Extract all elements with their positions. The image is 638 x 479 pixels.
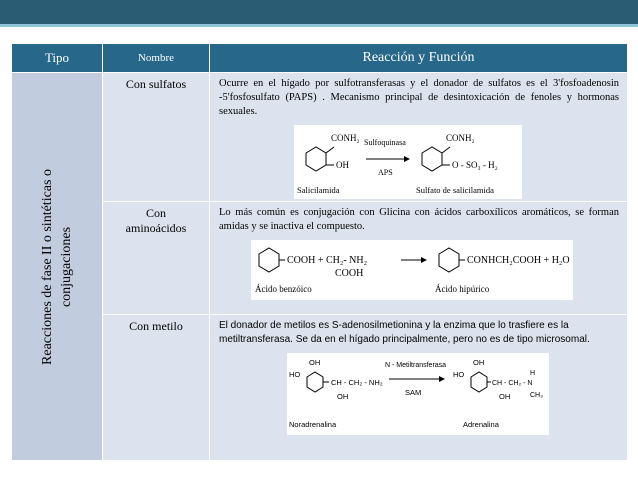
- glycine-conjugation-scheme-image: [251, 240, 573, 300]
- product-text: CONHCH₂COOH + H₂O: [467, 255, 570, 266]
- top-banner-accent: [0, 24, 638, 27]
- reactant-name: Ácido benzóico: [255, 284, 312, 294]
- header-nombre: Nombre: [103, 44, 210, 73]
- reactant-text: COOH + CH₂- NH₂: [287, 255, 368, 266]
- product-name: Sulfato de salicilamida: [416, 185, 494, 195]
- table-row: [12, 202, 628, 315]
- methylation-scheme-image: [287, 353, 549, 435]
- desc-metilo: El donador de metilos es S-adenosilmetionina y la enzima que lo trasfiere es la metiltransferasa. Se da en el hígado principalmente, pero no es de tipo microsomal. OH HO CH - CH₂ - NH₂ OH N - Metiltransferasa SAM OH HO CH - CH₂ - N H CH₃ OH Noradrenalina Adrenalina: [210, 315, 628, 461]
- enzyme-label: N - Metiltransferasa: [385, 362, 447, 369]
- header-row: [12, 44, 628, 73]
- table-row: [12, 315, 628, 461]
- product-chain-oh: OH: [499, 392, 511, 401]
- reactant-sub2: OH: [336, 160, 349, 170]
- header-tipo: Tipo: [12, 44, 103, 73]
- desc-aminoacidos: Lo más común es conjugación con Glicina con ácidos carboxílicos aromáticos, se forman amidas y se inactiva el compuesto. COOH + CH₂- NH₂ COOH CONHCH₂COOH + H₂O Ácido benzóico Ácido hipúrico: [210, 202, 628, 315]
- product-chain: CH - CH₂ - N: [492, 380, 533, 387]
- reactant-ho: HO: [289, 370, 301, 379]
- tipo-cell: [12, 73, 103, 461]
- product-name: Ácido hipúrico: [435, 284, 490, 294]
- header-reaccion: Reacción y Función: [210, 44, 628, 73]
- product-ho: HO: [453, 370, 465, 379]
- cofactor-label: SAM: [405, 388, 422, 397]
- tipo-vertical-label: Reacciones de fase II o sintéticas o conjugaciones: [40, 168, 74, 365]
- product-sub2: O - SO₃ - H₂: [452, 160, 498, 170]
- reactant-sub: COOH: [335, 268, 364, 279]
- nombre-sulfatos: Con sulfatos: [103, 73, 210, 202]
- product-oh: OH: [473, 358, 485, 367]
- reactant-oh: OH: [309, 358, 321, 367]
- product-ch3: CH₃: [530, 392, 543, 399]
- product-h: H: [530, 370, 536, 377]
- reactant-name: Noradrenalina: [289, 420, 337, 429]
- product-name: Adrenalina: [463, 420, 499, 429]
- desc-sulfatos: Ocurre en el hígado por sulfotransferasas y el donador de sulfatos es el 3'fosfoadenosin -5'fosfosulfato (PAPS) . Mecanismo principal de desintoxicación de fenoles y hormonas sexuales. CONH₂ OH Sulfoquinasa APS CONH₂ O - SO₃ - H₂ Salicilamida Sulfato de salicilamida: [210, 73, 628, 202]
- nombre-aminoacidos: Con aminoácidos: [103, 202, 210, 315]
- table-row: [12, 73, 628, 202]
- sulfation-scheme-image: [294, 125, 522, 199]
- cofactor-label: APS: [378, 168, 393, 177]
- nombre-metilo: Con metilo: [103, 315, 210, 461]
- enzyme-label: Sulfoquinasa: [364, 138, 406, 147]
- reactant-name: Salicilamida: [297, 185, 340, 195]
- decorative-line: [518, 40, 598, 42]
- conjugation-table: [11, 43, 628, 461]
- top-banner: [0, 0, 638, 24]
- reactant-chain: CH - CH₂ - NH₂: [331, 378, 383, 387]
- product-sub1: CONH₂: [446, 133, 475, 143]
- reactant-sub1: CONH₂: [331, 133, 360, 143]
- reactant-chain-oh: OH: [337, 392, 349, 401]
